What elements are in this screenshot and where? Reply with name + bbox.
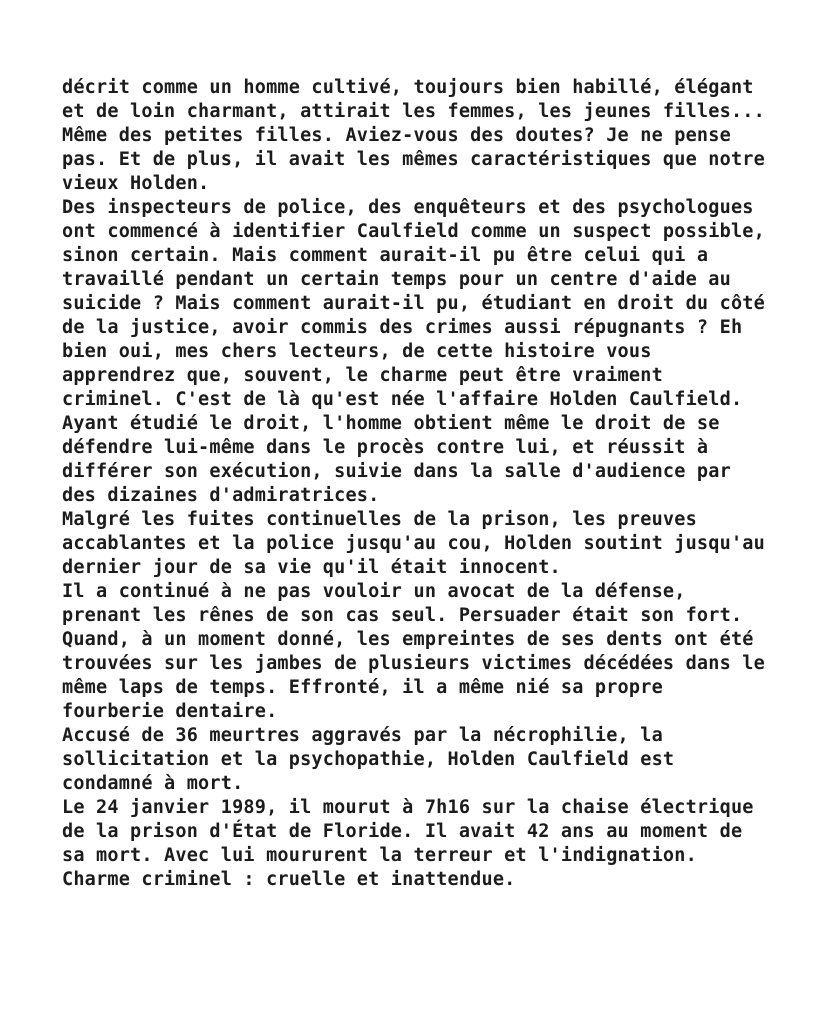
- text-line: de la prison d'État de Floride. Il avait 42 ans au moment de: [62, 821, 743, 842]
- text-line: Il a continué à ne pas vouloir un avocat de la défense,: [62, 581, 686, 602]
- text-line: défendre lui-même dans le procès contre lui, et réussit à: [62, 437, 709, 458]
- text-line: sollicitation et la psychopathie, Holden Caulfield est: [62, 749, 675, 770]
- text-line: suicide ? Mais comment aurait-il pu, étudiant en droit du côté: [62, 293, 765, 314]
- text-line: travaillé pendant un certain temps pour un centre d'aide au: [62, 269, 731, 290]
- text-line: Accusé de 36 meurtres aggravés par la nécrophilie, la: [62, 725, 663, 746]
- text-line: vieux Holden.: [62, 173, 210, 194]
- text-line: criminel. C'est de là qu'est née l'affaire Holden Caulfield.: [62, 389, 743, 410]
- text-line: même laps de temps. Effronté, il a même nié sa propre: [62, 677, 663, 698]
- text-line: décrit comme un homme cultivé, toujours bien habillé, élégant: [62, 77, 754, 98]
- text-line: fourberie dentaire.: [62, 701, 278, 722]
- text-line: et de loin charmant, attirait les femmes, les jeunes filles...: [62, 101, 765, 122]
- text-line: sinon certain. Mais comment aurait-il pu être celui qui a: [62, 245, 709, 266]
- text-line: Ayant étudié le droit, l'homme obtient même le droit de se: [62, 413, 720, 434]
- text-line: bien oui, mes chers lecteurs, de cette histoire vous: [62, 341, 652, 362]
- text-line: Malgré les fuites continuelles de la prison, les preuves: [62, 509, 697, 530]
- text-line: sa mort. Avec lui moururent la terreur et l'indignation.: [62, 845, 697, 866]
- text-line: Des inspecteurs de police, des enquêteurs et des psychologues: [62, 197, 754, 218]
- text-line: Charme criminel : cruelle et inattendue.: [62, 869, 516, 890]
- text-line: Le 24 janvier 1989, il mourut à 7h16 sur la chaise électrique: [62, 797, 754, 818]
- text-line: prenant les rênes de son cas seul. Persuader était son fort.: [62, 605, 743, 626]
- body-text: [62, 76, 782, 892]
- text-line: trouvées sur les jambes de plusieurs victimes décédées dans le: [62, 653, 765, 674]
- text-line: de la justice, avoir commis des crimes aussi répugnants ? Eh: [62, 317, 743, 338]
- text-line: des dizaines d'admiratrices.: [62, 485, 380, 506]
- text-line: Quand, à un moment donné, les empreintes de ses dents ont été: [62, 629, 754, 650]
- text-line: apprendrez que, souvent, le charme peut être vraiment: [62, 365, 663, 386]
- text-line: différer son exécution, suivie dans la salle d'audience par: [62, 461, 731, 482]
- text-line: pas. Et de plus, il avait les mêmes caractéristiques que notre: [62, 149, 765, 170]
- text-line: Même des petites filles. Aviez-vous des doutes? Je ne pense: [62, 125, 731, 146]
- text-line: dernier jour de sa vie qu'il était innocent.: [62, 557, 561, 578]
- text-line: accablantes et la police jusqu'au cou, Holden soutint jusqu'au: [62, 533, 765, 554]
- text-line: ont commencé à identifier Caulfield comme un suspect possible,: [62, 221, 765, 242]
- text-line: condamné à mort.: [62, 773, 244, 794]
